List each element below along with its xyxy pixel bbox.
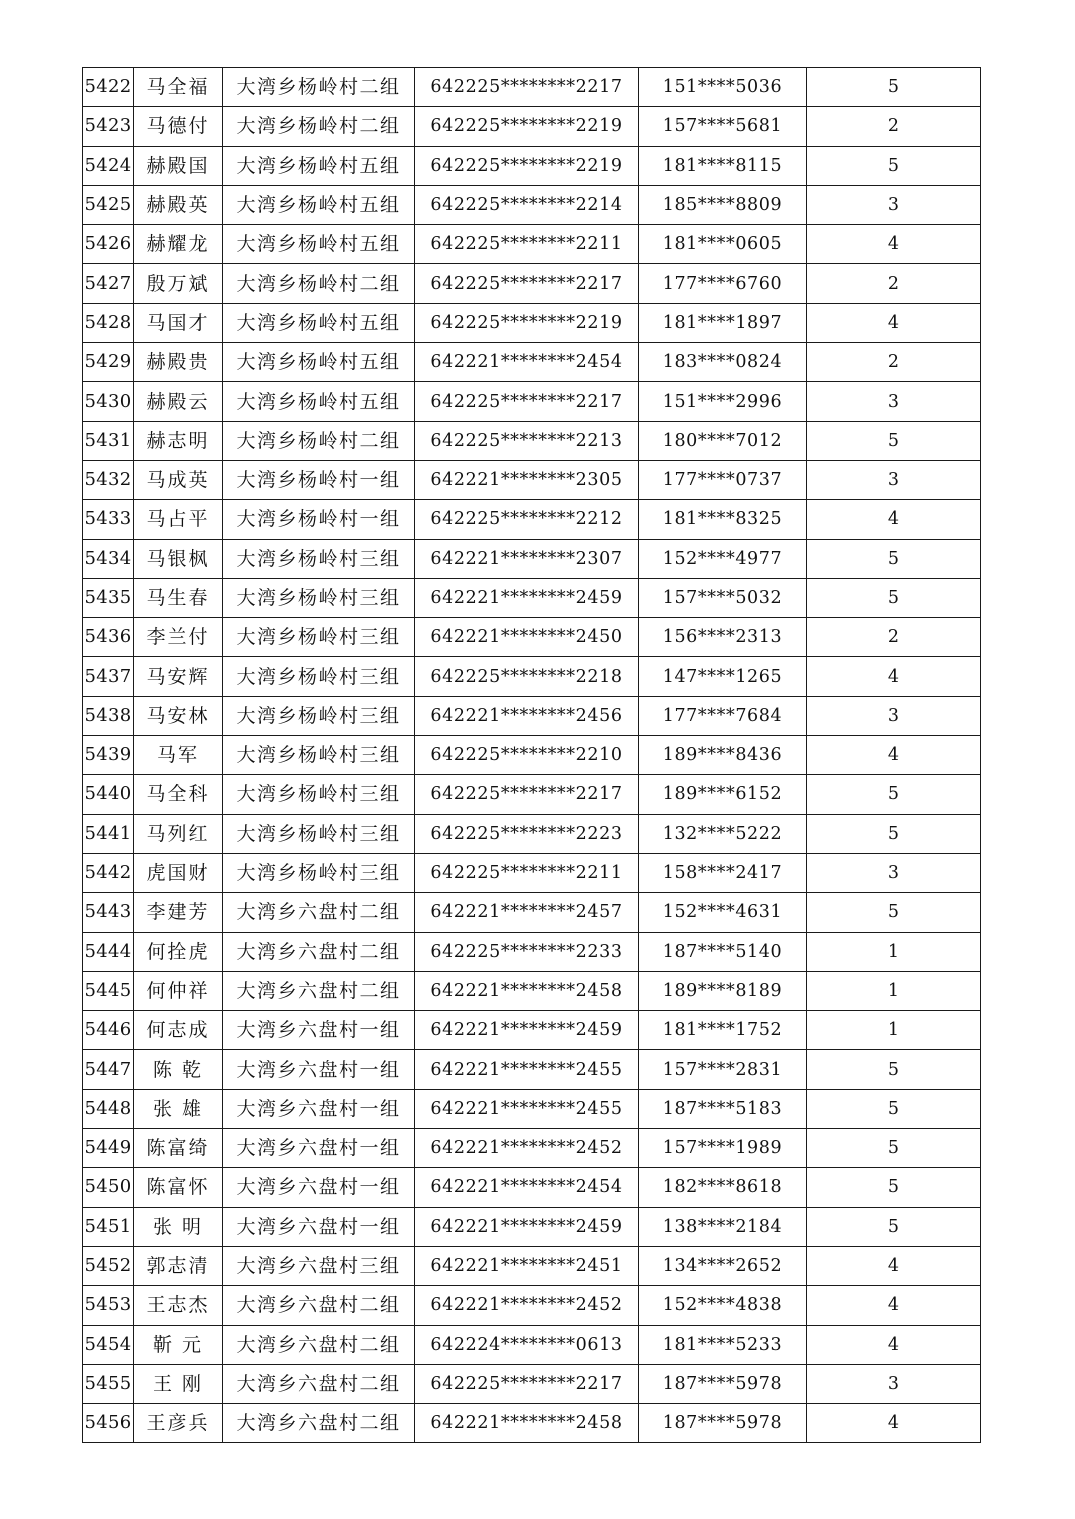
name-cell: 张 雄 <box>134 1089 223 1128</box>
serial-number-cell: 5444 <box>83 932 134 971</box>
table-row <box>83 775 981 814</box>
name-cell: 赫殿英 <box>134 185 223 224</box>
id-number-cell: 642221********2305 <box>415 460 639 499</box>
phone-cell: 177****7684 <box>639 696 807 735</box>
table-row <box>83 185 981 224</box>
id-number-cell: 642221********2458 <box>415 1404 639 1443</box>
household-count-cell: 1 <box>807 971 981 1010</box>
address-cell: 大湾乡杨岭村五组 <box>223 185 415 224</box>
household-count-cell: 3 <box>807 853 981 892</box>
table-row <box>83 1286 981 1325</box>
table-row <box>83 1246 981 1285</box>
serial-number-cell: 5439 <box>83 736 134 775</box>
serial-number-cell: 5424 <box>83 146 134 185</box>
name-cell: 赫耀龙 <box>134 225 223 264</box>
serial-number-cell: 5449 <box>83 1129 134 1168</box>
serial-number-cell: 5445 <box>83 971 134 1010</box>
address-cell: 大湾乡六盘村二组 <box>223 893 415 932</box>
table-row <box>83 107 981 146</box>
id-number-cell: 642225********2217 <box>415 264 639 303</box>
table-row <box>83 1168 981 1207</box>
table-row <box>83 1089 981 1128</box>
table-row <box>83 578 981 617</box>
id-number-cell: 642224********0613 <box>415 1325 639 1364</box>
serial-number-cell: 5450 <box>83 1168 134 1207</box>
name-cell: 殷万斌 <box>134 264 223 303</box>
phone-cell: 156****2313 <box>639 618 807 657</box>
id-number-cell: 642221********2455 <box>415 1050 639 1089</box>
address-cell: 大湾乡六盘村一组 <box>223 1207 415 1246</box>
phone-cell: 189****8189 <box>639 971 807 1010</box>
phone-cell: 152****4631 <box>639 893 807 932</box>
phone-cell: 152****4977 <box>639 539 807 578</box>
id-number-cell: 642225********2217 <box>415 1364 639 1403</box>
household-count-cell: 5 <box>807 1207 981 1246</box>
household-count-cell: 2 <box>807 618 981 657</box>
name-cell: 郭志清 <box>134 1246 223 1285</box>
household-count-cell: 5 <box>807 578 981 617</box>
id-number-cell: 642221********2455 <box>415 1089 639 1128</box>
name-cell: 马安林 <box>134 696 223 735</box>
address-cell: 大湾乡杨岭村五组 <box>223 382 415 421</box>
id-number-cell: 642225********2219 <box>415 303 639 342</box>
phone-cell: 181****0605 <box>639 225 807 264</box>
address-cell: 大湾乡六盘村二组 <box>223 971 415 1010</box>
roster-table-body <box>83 68 981 1443</box>
address-cell: 大湾乡杨岭村三组 <box>223 775 415 814</box>
id-number-cell: 642221********2452 <box>415 1129 639 1168</box>
id-number-cell: 642225********2219 <box>415 107 639 146</box>
household-count-cell: 4 <box>807 225 981 264</box>
name-cell: 马国才 <box>134 303 223 342</box>
phone-cell: 187****5978 <box>639 1364 807 1403</box>
phone-cell: 157****5032 <box>639 578 807 617</box>
table-row <box>83 539 981 578</box>
address-cell: 大湾乡六盘村三组 <box>223 1246 415 1285</box>
serial-number-cell: 5456 <box>83 1404 134 1443</box>
id-number-cell: 642221********2459 <box>415 578 639 617</box>
address-cell: 大湾乡六盘村一组 <box>223 1050 415 1089</box>
address-cell: 大湾乡杨岭村三组 <box>223 736 415 775</box>
id-number-cell: 642221********2452 <box>415 1286 639 1325</box>
phone-cell: 157****5681 <box>639 107 807 146</box>
name-cell: 马全福 <box>134 68 223 107</box>
address-cell: 大湾乡杨岭村三组 <box>223 578 415 617</box>
table-row <box>83 264 981 303</box>
phone-cell: 181****1897 <box>639 303 807 342</box>
phone-cell: 181****8325 <box>639 500 807 539</box>
name-cell: 马银枫 <box>134 539 223 578</box>
household-count-cell: 5 <box>807 68 981 107</box>
serial-number-cell: 5425 <box>83 185 134 224</box>
phone-cell: 134****2652 <box>639 1246 807 1285</box>
table-row <box>83 814 981 853</box>
address-cell: 大湾乡杨岭村三组 <box>223 853 415 892</box>
address-cell: 大湾乡杨岭村三组 <box>223 539 415 578</box>
phone-cell: 177****0737 <box>639 460 807 499</box>
household-count-cell: 2 <box>807 264 981 303</box>
name-cell: 何志成 <box>134 1011 223 1050</box>
table-row <box>83 1364 981 1403</box>
serial-number-cell: 5438 <box>83 696 134 735</box>
phone-cell: 180****7012 <box>639 421 807 460</box>
id-number-cell: 642225********2214 <box>415 185 639 224</box>
serial-number-cell: 5443 <box>83 893 134 932</box>
household-count-cell: 5 <box>807 1129 981 1168</box>
phone-cell: 187****5978 <box>639 1404 807 1443</box>
phone-cell: 187****5140 <box>639 932 807 971</box>
address-cell: 大湾乡杨岭村三组 <box>223 814 415 853</box>
id-number-cell: 642225********2233 <box>415 932 639 971</box>
name-cell: 赫殿云 <box>134 382 223 421</box>
phone-cell: 189****8436 <box>639 736 807 775</box>
phone-cell: 181****8115 <box>639 146 807 185</box>
serial-number-cell: 5427 <box>83 264 134 303</box>
serial-number-cell: 5432 <box>83 460 134 499</box>
household-count-cell: 3 <box>807 382 981 421</box>
table-row <box>83 382 981 421</box>
serial-number-cell: 5442 <box>83 853 134 892</box>
household-count-cell: 2 <box>807 107 981 146</box>
serial-number-cell: 5441 <box>83 814 134 853</box>
phone-cell: 151****2996 <box>639 382 807 421</box>
table-row <box>83 971 981 1010</box>
id-number-cell: 642221********2307 <box>415 539 639 578</box>
table-row <box>83 146 981 185</box>
name-cell: 虎国财 <box>134 853 223 892</box>
id-number-cell: 642225********2219 <box>415 146 639 185</box>
serial-number-cell: 5426 <box>83 225 134 264</box>
household-count-cell: 3 <box>807 185 981 224</box>
phone-cell: 147****1265 <box>639 657 807 696</box>
name-cell: 马列红 <box>134 814 223 853</box>
address-cell: 大湾乡六盘村二组 <box>223 932 415 971</box>
table-row <box>83 68 981 107</box>
name-cell: 赫殿贵 <box>134 343 223 382</box>
address-cell: 大湾乡六盘村一组 <box>223 1168 415 1207</box>
address-cell: 大湾乡杨岭村二组 <box>223 264 415 303</box>
household-count-cell: 3 <box>807 460 981 499</box>
name-cell: 赫志明 <box>134 421 223 460</box>
id-number-cell: 642225********2217 <box>415 68 639 107</box>
id-number-cell: 642225********2217 <box>415 382 639 421</box>
serial-number-cell: 5455 <box>83 1364 134 1403</box>
address-cell: 大湾乡杨岭村五组 <box>223 146 415 185</box>
household-count-cell: 5 <box>807 421 981 460</box>
address-cell: 大湾乡杨岭村二组 <box>223 107 415 146</box>
phone-cell: 157****1989 <box>639 1129 807 1168</box>
table-row <box>83 657 981 696</box>
id-number-cell: 642221********2459 <box>415 1207 639 1246</box>
id-number-cell: 642225********2223 <box>415 814 639 853</box>
name-cell: 马占平 <box>134 500 223 539</box>
phone-cell: 185****8809 <box>639 185 807 224</box>
name-cell: 陈富怀 <box>134 1168 223 1207</box>
phone-cell: 132****5222 <box>639 814 807 853</box>
table-row <box>83 460 981 499</box>
id-number-cell: 642221********2454 <box>415 343 639 382</box>
name-cell: 马军 <box>134 736 223 775</box>
household-count-cell: 5 <box>807 1168 981 1207</box>
table-row <box>83 736 981 775</box>
serial-number-cell: 5452 <box>83 1246 134 1285</box>
table-row <box>83 1129 981 1168</box>
table-row <box>83 1404 981 1443</box>
household-count-cell: 5 <box>807 1050 981 1089</box>
serial-number-cell: 5423 <box>83 107 134 146</box>
name-cell: 靳 元 <box>134 1325 223 1364</box>
address-cell: 大湾乡杨岭村五组 <box>223 343 415 382</box>
name-cell: 马成英 <box>134 460 223 499</box>
id-number-cell: 642221********2450 <box>415 618 639 657</box>
name-cell: 王志杰 <box>134 1286 223 1325</box>
id-number-cell: 642225********2217 <box>415 775 639 814</box>
address-cell: 大湾乡六盘村二组 <box>223 1364 415 1403</box>
table-row <box>83 893 981 932</box>
phone-cell: 187****5183 <box>639 1089 807 1128</box>
serial-number-cell: 5433 <box>83 500 134 539</box>
serial-number-cell: 5454 <box>83 1325 134 1364</box>
household-count-cell: 5 <box>807 539 981 578</box>
phone-cell: 189****6152 <box>639 775 807 814</box>
table-row <box>83 225 981 264</box>
table-row <box>83 343 981 382</box>
phone-cell: 181****5233 <box>639 1325 807 1364</box>
name-cell: 马安辉 <box>134 657 223 696</box>
address-cell: 大湾乡六盘村一组 <box>223 1011 415 1050</box>
phone-cell: 152****4838 <box>639 1286 807 1325</box>
table-row <box>83 1207 981 1246</box>
address-cell: 大湾乡六盘村二组 <box>223 1404 415 1443</box>
phone-cell: 181****1752 <box>639 1011 807 1050</box>
id-number-cell: 642221********2459 <box>415 1011 639 1050</box>
household-count-cell: 5 <box>807 775 981 814</box>
household-count-cell: 4 <box>807 1325 981 1364</box>
household-count-cell: 4 <box>807 500 981 539</box>
table-row <box>83 853 981 892</box>
name-cell: 何仲祥 <box>134 971 223 1010</box>
name-cell: 李建芳 <box>134 893 223 932</box>
household-count-cell: 4 <box>807 657 981 696</box>
address-cell: 大湾乡杨岭村二组 <box>223 68 415 107</box>
household-count-cell: 1 <box>807 932 981 971</box>
id-number-cell: 642221********2456 <box>415 696 639 735</box>
phone-cell: 157****2831 <box>639 1050 807 1089</box>
address-cell: 大湾乡六盘村二组 <box>223 1286 415 1325</box>
name-cell: 李兰付 <box>134 618 223 657</box>
address-cell: 大湾乡杨岭村五组 <box>223 225 415 264</box>
id-number-cell: 642225********2213 <box>415 421 639 460</box>
phone-cell: 177****6760 <box>639 264 807 303</box>
name-cell: 张 明 <box>134 1207 223 1246</box>
id-number-cell: 642221********2454 <box>415 1168 639 1207</box>
table-row <box>83 303 981 342</box>
id-number-cell: 642225********2211 <box>415 225 639 264</box>
name-cell: 陈富绮 <box>134 1129 223 1168</box>
table-row <box>83 1011 981 1050</box>
id-number-cell: 642225********2212 <box>415 500 639 539</box>
address-cell: 大湾乡六盘村二组 <box>223 1325 415 1364</box>
name-cell: 何拴虎 <box>134 932 223 971</box>
serial-number-cell: 5440 <box>83 775 134 814</box>
name-cell: 马生春 <box>134 578 223 617</box>
household-count-cell: 5 <box>807 814 981 853</box>
table-row <box>83 696 981 735</box>
household-count-cell: 3 <box>807 1364 981 1403</box>
serial-number-cell: 5431 <box>83 421 134 460</box>
name-cell: 王彦兵 <box>134 1404 223 1443</box>
serial-number-cell: 5422 <box>83 68 134 107</box>
household-count-cell: 5 <box>807 146 981 185</box>
phone-cell: 183****0824 <box>639 343 807 382</box>
household-count-cell: 5 <box>807 893 981 932</box>
address-cell: 大湾乡六盘村一组 <box>223 1089 415 1128</box>
household-count-cell: 5 <box>807 1089 981 1128</box>
phone-cell: 182****8618 <box>639 1168 807 1207</box>
address-cell: 大湾乡六盘村一组 <box>223 1129 415 1168</box>
serial-number-cell: 5437 <box>83 657 134 696</box>
id-number-cell: 642225********2210 <box>415 736 639 775</box>
id-number-cell: 642225********2218 <box>415 657 639 696</box>
address-cell: 大湾乡杨岭村二组 <box>223 421 415 460</box>
address-cell: 大湾乡杨岭村三组 <box>223 657 415 696</box>
serial-number-cell: 5429 <box>83 343 134 382</box>
id-number-cell: 642221********2458 <box>415 971 639 1010</box>
household-count-cell: 4 <box>807 1404 981 1443</box>
table-row <box>83 421 981 460</box>
table-row <box>83 1050 981 1089</box>
household-count-cell: 2 <box>807 343 981 382</box>
table-row <box>83 932 981 971</box>
address-cell: 大湾乡杨岭村三组 <box>223 696 415 735</box>
household-count-cell: 3 <box>807 696 981 735</box>
table-row <box>83 1325 981 1364</box>
serial-number-cell: 5451 <box>83 1207 134 1246</box>
serial-number-cell: 5434 <box>83 539 134 578</box>
household-count-cell: 4 <box>807 1246 981 1285</box>
serial-number-cell: 5435 <box>83 578 134 617</box>
serial-number-cell: 5446 <box>83 1011 134 1050</box>
household-count-cell: 1 <box>807 1011 981 1050</box>
serial-number-cell: 5430 <box>83 382 134 421</box>
address-cell: 大湾乡杨岭村五组 <box>223 303 415 342</box>
name-cell: 赫殿国 <box>134 146 223 185</box>
serial-number-cell: 5448 <box>83 1089 134 1128</box>
roster-table <box>82 67 981 1443</box>
name-cell: 马德付 <box>134 107 223 146</box>
household-count-cell: 4 <box>807 303 981 342</box>
serial-number-cell: 5447 <box>83 1050 134 1089</box>
household-count-cell: 4 <box>807 736 981 775</box>
serial-number-cell: 5436 <box>83 618 134 657</box>
id-number-cell: 642225********2211 <box>415 853 639 892</box>
id-number-cell: 642221********2451 <box>415 1246 639 1285</box>
name-cell: 陈 乾 <box>134 1050 223 1089</box>
phone-cell: 138****2184 <box>639 1207 807 1246</box>
address-cell: 大湾乡杨岭村三组 <box>223 618 415 657</box>
serial-number-cell: 5428 <box>83 303 134 342</box>
phone-cell: 151****5036 <box>639 68 807 107</box>
name-cell: 马全科 <box>134 775 223 814</box>
household-count-cell: 4 <box>807 1286 981 1325</box>
address-cell: 大湾乡杨岭村一组 <box>223 500 415 539</box>
serial-number-cell: 5453 <box>83 1286 134 1325</box>
phone-cell: 158****2417 <box>639 853 807 892</box>
name-cell: 王 刚 <box>134 1364 223 1403</box>
id-number-cell: 642221********2457 <box>415 893 639 932</box>
table-row <box>83 618 981 657</box>
table-row <box>83 500 981 539</box>
address-cell: 大湾乡杨岭村一组 <box>223 460 415 499</box>
